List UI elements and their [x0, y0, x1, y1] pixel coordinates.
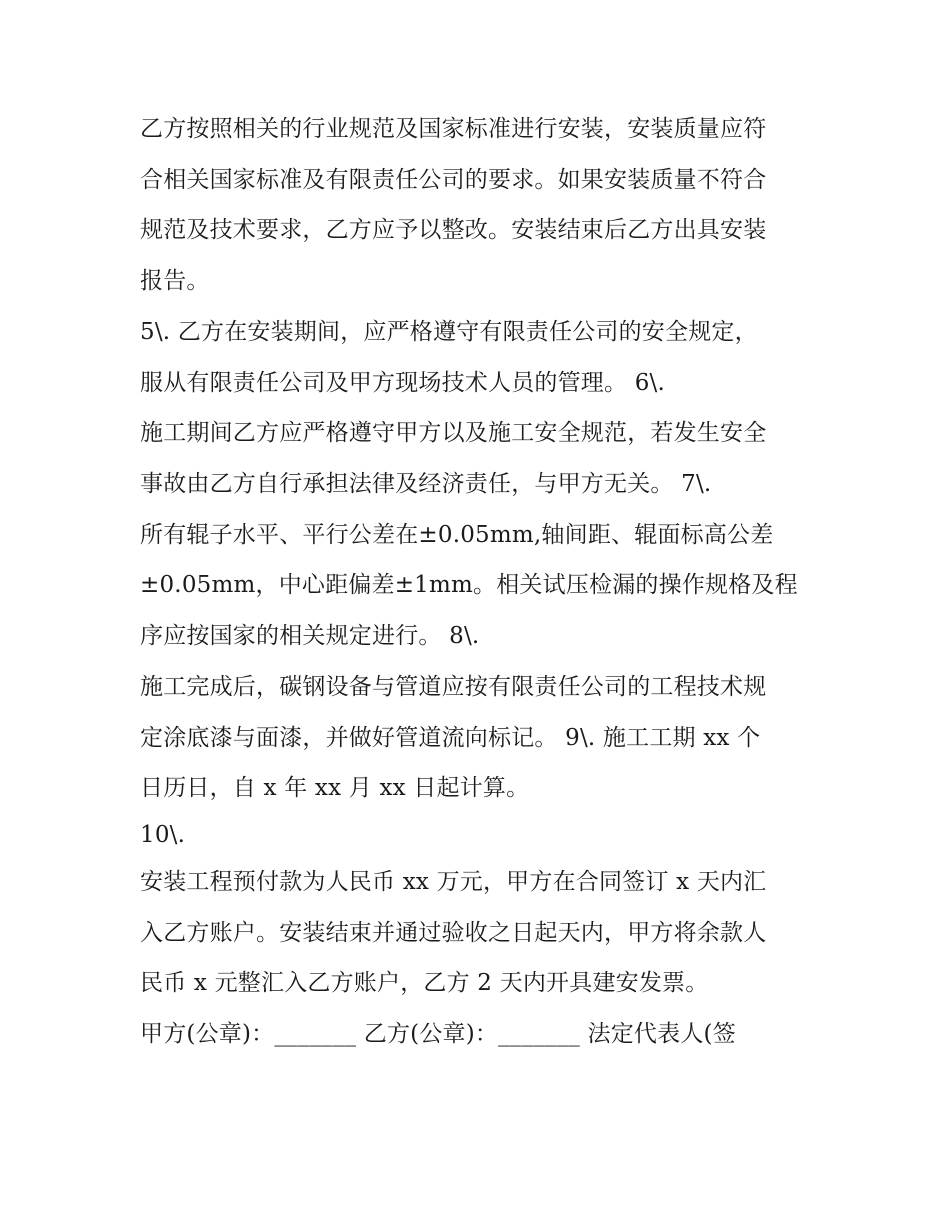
text-line: 所有辊子水平、平行公差在±0.05mm,轴间距、辊面标高公差	[140, 522, 774, 548]
text-line: 合相关国家标准及有限责任公司的要求。如果安装质量不符合	[140, 167, 767, 193]
text-line: 民币 x 元整汇入乙方账户，乙方 2 天内开具建安发票。	[140, 970, 709, 996]
text-line: 序应按国家的相关规定进行。 8\.	[140, 623, 480, 649]
text-line: ±0.05mm，中心距偏差±1mm。相关试压检漏的操作规格及程	[140, 572, 798, 598]
text-line: 规范及技术要求，乙方应予以整改。安装结束后乙方出具安装	[140, 217, 767, 243]
text-line: 5\. 乙方在安装期间，应严格遵守有限责任公司的安全规定，	[140, 319, 758, 345]
text-line: 事故由乙方自行承担法律及经济责任，与甲方无关。 7\.	[140, 471, 712, 497]
text-line: 定涂底漆与面漆，并做好管道流向标记。 9\. 施工工期 xx 个	[140, 725, 761, 751]
text-line: 安装工程预付款为人民币 xx 万元，甲方在合同签订 x 天内汇	[140, 869, 767, 895]
text-line: 乙方按照相关的行业规范及国家标准进行安装，安装质量应符	[140, 116, 767, 142]
text-line: 施工完成后，碳钢设备与管道应按有限责任公司的工程技术规	[140, 674, 767, 700]
text-line: 施工期间乙方应严格遵守甲方以及施工安全规范，若发生安全	[140, 420, 767, 446]
text-line: 服从有限责任公司及甲方现场技术人员的管理。 6\.	[140, 370, 666, 396]
text-line: 10\.	[140, 822, 186, 848]
text-line: 日历日，自 x 年 xx 月 xx 日起计算。	[140, 775, 530, 801]
text-line: 甲方(公章)：_______ 乙方(公章)：_______ 法定代表人(签	[140, 1021, 736, 1047]
text-line: 入乙方账户。安装结束并通过验收之日起天内，甲方将余款人	[140, 920, 767, 946]
text-line: 报告。	[140, 268, 210, 294]
